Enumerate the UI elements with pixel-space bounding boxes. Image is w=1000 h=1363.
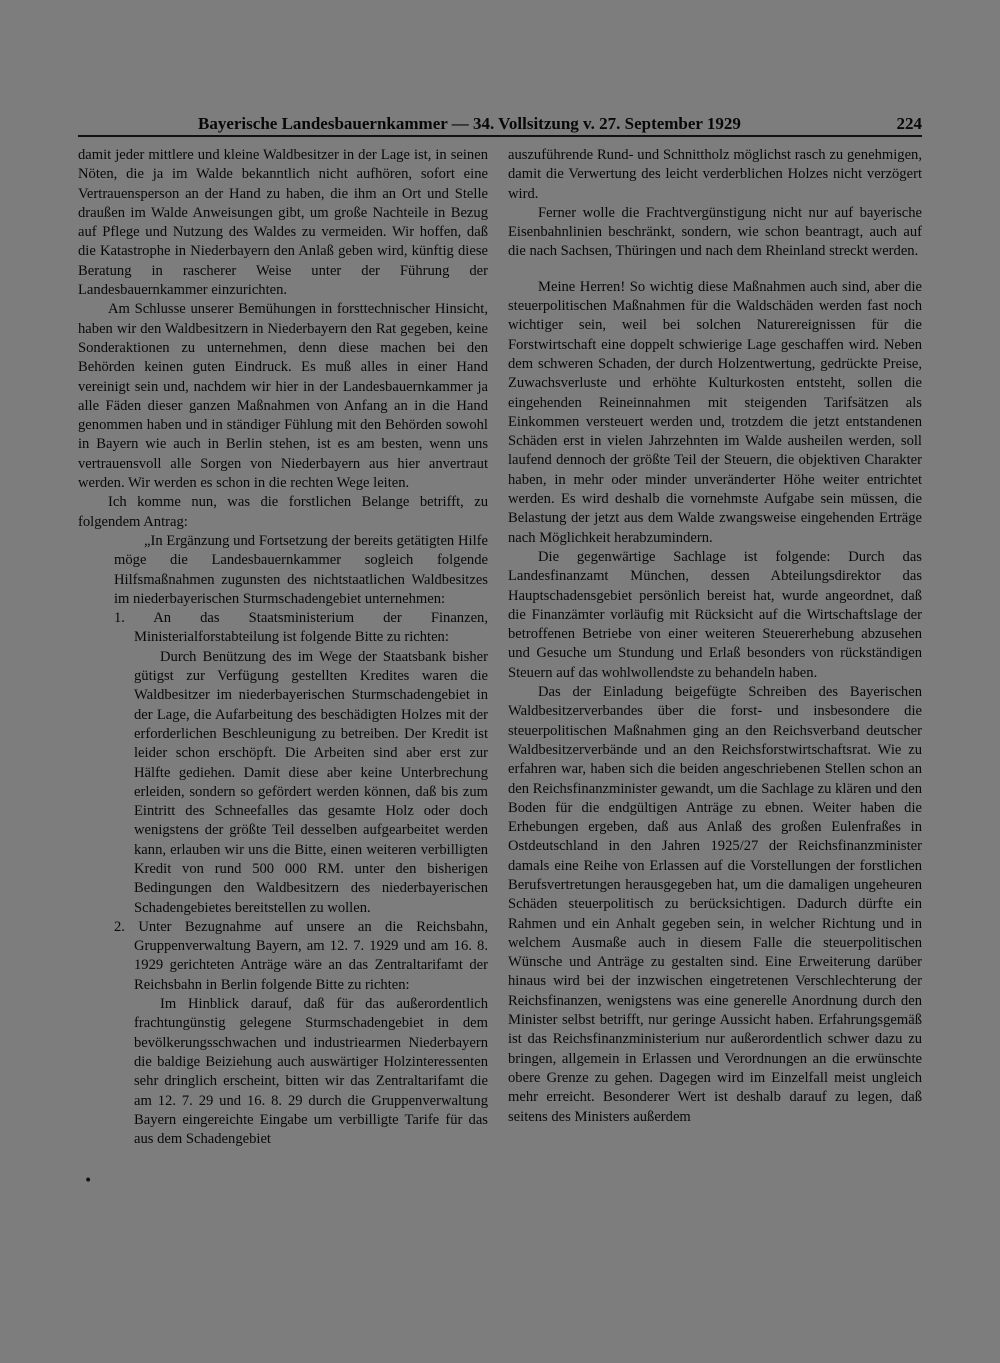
- numbered-item: 1. An das Staatsministerium der Finanzen, Ministerialforstabteilung ist folgende Bitte zu richten:: [114, 610, 488, 646]
- margin-mark: •: [84, 1173, 93, 1189]
- paragraph: Ferner wolle die Frachtvergünstigung nicht nur auf bayerische Eisenbahnlinien beschränkt, sondern, wie schon beantragt, auch auf die nach Sachsen, Thüringen und nach dem Rheinland streckt werden.: [508, 204, 922, 260]
- header-title: Bayerische Landesbauernkammer — 34. Vollsitzung v. 27. September 1929: [198, 114, 741, 133]
- right-column: [508, 146, 922, 1271]
- paragraph: Ich komme nun, was die forstlichen Belange betrifft, zu folgendem Antrag:: [78, 494, 488, 530]
- header-rule: [78, 135, 922, 137]
- paragraph: Die gegenwärtige Sachlage ist folgende: Durch das Landesfinanzamt München, dessen Abteilungsdirektor das Hauptschadensgebiet persönlich bereist hat, wurde angeordnet, daß die Finanzämter vorläufig mit Rücksicht auf die Wirtschaftslage der betroffenen Betriebe von einer weiteren Steuererhebung abzusehen und Gesuche um Stundung und Erlaß besonders von rückständigen Steuern auf das wohlwollendste zu behandeln haben.: [508, 548, 922, 681]
- running-header: [78, 114, 922, 136]
- paragraph: auszuführende Rund- und Schnittholz möglichst rasch zu genehmigen, damit die Verwertung des leicht verderblichen Holzes nicht verzögert wird.: [508, 147, 922, 202]
- motion-intro: „In Ergänzung und Fortsetzung der bereits getätigten Hilfe möge die Landesbauernkammer sogleich folgende Hilfsmaßnahmen zugunsten des nichtstaatlichen Waldbesitzes im niederbayerischen Sturmschadengebiet unternehmen:: [114, 532, 488, 607]
- left-column: [78, 146, 488, 1271]
- paragraph: Das der Einladung beigefügte Schreiben des Bayerischen Waldbesitzerverbandes über die forst- und insbesondere die steuerpolitischen Maßnahmen ging an den Reichsverband deutscher Waldbesitzerverbände und an den Reichsforstwirtschaftsrat. Wie zu erfahren war, haben sich die beiden angeschriebenen Stellen schon an den Reichsfinanzminister gewandt, um die Sachlage zu klären und den Boden für die endgültigen Anträge zu ebnen. Weiter haben die Erhebungen ergeben, daß aus Anlaß des großen Eulenfraßes in Ostdeutschland in den Jahren 1925/27 der Reichsfinanzminister damals eine Reihe von Erlassen auf die Vorstellungen der forstlichen Berufsvertretungen herausgegeben hat, um die damaligen ungeheuren Schäden steuerpolitisch zu berücksichtigen. Dadurch dürfte ein Rahmen und ein Anhalt gegeben sein, in welcher Richtung und in welchem Ausmaße auch in diesem Falle die steuerpolitischen Wünsche und Anträge zu gestalten sind. Eine Erweiterung darüber hinaus wird bei der inzwischen eingetretenen Verschlechterung der Reichsfinanzen, wenigstens was eine generelle Anordnung durch den Minister selbst betrifft, nur geringe Aussicht haben. Erfahrungsgemäß ist das Reichsfinanzministerium nur außerordentlich schwer dazu zu bringen, allgemein in Erlassen und Verordnungen an die erwünschte obere Grenze zu gehen. Dagegen wird im Einzelfall meist ungleich mehr erreicht. Besonderer Wert ist deshalb darauf zu legen, daß seitens des Ministers außerdem: [508, 684, 922, 1125]
- paragraph: damit jeder mittlere und kleine Waldbesitzer in der Lage ist, in seinen Nöten, die ja im Walde bekanntlich nicht aufhören, sofort eine Vertrauensperson an der Hand zu haben, die ihm an Ort und Stelle draußen im Walde Anweisungen gibt, um große Nachteile in Bezug auf Pflege und Nutzung des Waldes zu vermeiden. Wir hoffen, daß die Katastrophe in Niederbayern den Anlaß geben wird, künftig diese Beratung in rascherer Weise unter der Führung der Landesbauernkammer einzurichten.: [78, 147, 488, 299]
- paragraph: Meine Herren! So wichtig diese Maßnahmen auch sind, aber die steuerpolitischen Maßnahmen für die Waldschäden werden fast noch wichtiger sein, weil bei solchen Naturereignissen für die Forstwirtschaft eine doppelt schwierige Lage geschaffen wird. Neben dem schweren Schaden, der durch Holzentwertung, gedrückte Preise, Zuwachsverluste und erhöhte Kulturkosten entsteht, sollen die eingehenden Reineinnahmen mit steigenden Tarifsätzen als Einkommen versteuert werden und, trotzdem die jetzt entstandenen Schäden erst in vielen Jahrzehnten im Walde ausheilen werden, soll laufend dennoch der größte Teil der Steuern, die objektiven Charakter haben, in mehr oder minder unveränderter Höhe weiter entrichtet werden. Es wird deshalb die vornehmste Aufgabe sein müssen, die Belastung der jetzt aus dem Walde zwangsweise eingehenden Erträge nach Möglichkeit herabzumindern.: [508, 278, 922, 546]
- paragraph: Am Schlusse unserer Bemühungen in forsttechnischer Hinsicht, haben wir den Waldbesitzern in Niederbayern den Rat gegeben, keine Sonderaktionen zu unternehmen, denn diese machen bei den Behörden keinen guten Eindruck. Es muß alles in einer Hand vereinigt sein und, nachdem wir hier in der Landesbauernkammer ja alle Fäden dieser ganzen Maßnahmen von Anfang an in die Hand genommen haben und in ständiger Fühlung mit den Behörden sowohl in Bayern wie auch in Berlin stehen, ist es am besten, wenn uns vertrauensvoll alle Sorgen von Niederbayern aus hier anvertraut werden. Wir werden es schon in die rechten Wege leiten.: [78, 301, 488, 492]
- page-number: 224: [896, 114, 922, 133]
- paragraph: Im Hinblick darauf, daß für das außerordentlich frachtungünstig gelegene Sturmschadengebiet in dem bevölkerungsschwachen und industriearmen Niederbayern die baldige Beiziehung auch auswärtiger Holzinteressenten sehr dringlich erscheint, bitten wir das Zentraltarifamt die am 12. 7. 29 und 16. 8. 29 durch die Gruppenverwaltung Bayern eingereichte Eingabe um verbilligte Tarife für das aus dem Schadengebiet: [134, 996, 488, 1148]
- numbered-item: 2. Unter Bezugnahme auf unsere an die Reichsbahn, Gruppenverwaltung Bayern, am 12. 7. 1929 und am 16. 8. 1929 gerichteten Anträge wäre an das Zentraltarifamt der Reichsbahn in Berlin folgende Bitte zu richten:: [114, 918, 488, 993]
- paragraph: Durch Benützung des im Wege der Staatsbank bisher gütigst zur Verfügung gestellten Kredites waren die Waldbesitzer im niederbayerischen Sturmschadengebiet in der Lage, die Aufarbeitung des beschädigten Holzes mit der erforderlichen Beschleunigung zu betreiben. Der Kredit ist leider schon erschöpft. Die Arbeiten sind aber erst zur Hälfte gediehen. Damit diese aber keine Unterbrechung erleiden, sondern so gefördert werden können, daß bis zum Eintritt des Schneefalles das gesamte Holz oder doch wenigstens der größte Teil desselben aufgearbeitet werden kann, erlauben wir uns die Bitte, einen weiteren verbilligten Kredit von rund 500 000 RM. unter den bisherigen Bedingungen den Waldbesitzern des niederbayerischen Schadengebietes bereitstellen zu wollen.: [134, 648, 488, 916]
- paragraph-gap: [508, 262, 922, 278]
